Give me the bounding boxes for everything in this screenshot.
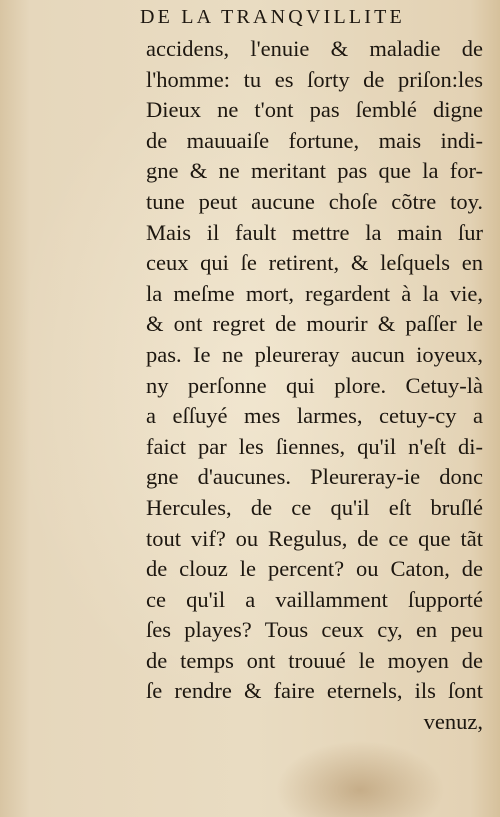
text-line: faict par les ſiennes, qu'il n'eſt di- bbox=[146, 433, 483, 459]
text-line: tout vif? ou Regulus, de ce que tãt bbox=[146, 525, 483, 551]
text-block bbox=[146, 34, 483, 738]
text-line: la meſme mort, regardent à la vie, bbox=[146, 280, 483, 306]
text-line: ſe rendre & faire eternels, ils ſont bbox=[146, 678, 483, 704]
text-line: de mauuaiſe fortune, mais indi- bbox=[146, 127, 483, 153]
text-line: accidens, l'enuie & maladie de bbox=[146, 36, 483, 61]
text-line: gne d'aucunes. Pleureray-ie donc bbox=[146, 464, 483, 490]
text-line: Dieux ne t'ont pas ſemblé digne bbox=[146, 97, 483, 123]
text-line: ce qu'il a vaillamment ſupporté bbox=[146, 586, 483, 612]
text-line: ceux qui ſe retirent, & leſquels en bbox=[146, 250, 483, 276]
text-line: l'homme: tu es ſorty de priſon:les bbox=[146, 66, 483, 92]
catchword: venuz, bbox=[423, 709, 483, 735]
text-line: ſes playes? Tous ceux cy, en peu bbox=[146, 617, 483, 643]
text-line: pas. Ie ne pleureray aucun ioyeux, bbox=[146, 341, 483, 367]
text-line: ny perſonne qui plore. Cetuy-là bbox=[146, 372, 483, 398]
text-line: Hercules, de ce qu'il eſt bruſlé bbox=[146, 494, 483, 520]
text-line: & ont regret de mourir & paſſer le bbox=[146, 311, 483, 337]
text-line: gne & ne meritant pas que la for- bbox=[146, 158, 483, 184]
text-line: Mais il fault mettre la main ſur bbox=[146, 219, 483, 245]
text-line: de temps ont trouué le moyen de bbox=[146, 647, 483, 673]
text-line: a eſſuyé mes larmes, cetuy-cy a bbox=[146, 403, 483, 429]
text-line: de clouz le percent? ou Caton, de bbox=[146, 556, 483, 582]
running-head: DE LA TRANQVILLITE bbox=[140, 6, 405, 28]
text-line: tune peut aucune choſe cõtre toy. bbox=[146, 188, 483, 214]
